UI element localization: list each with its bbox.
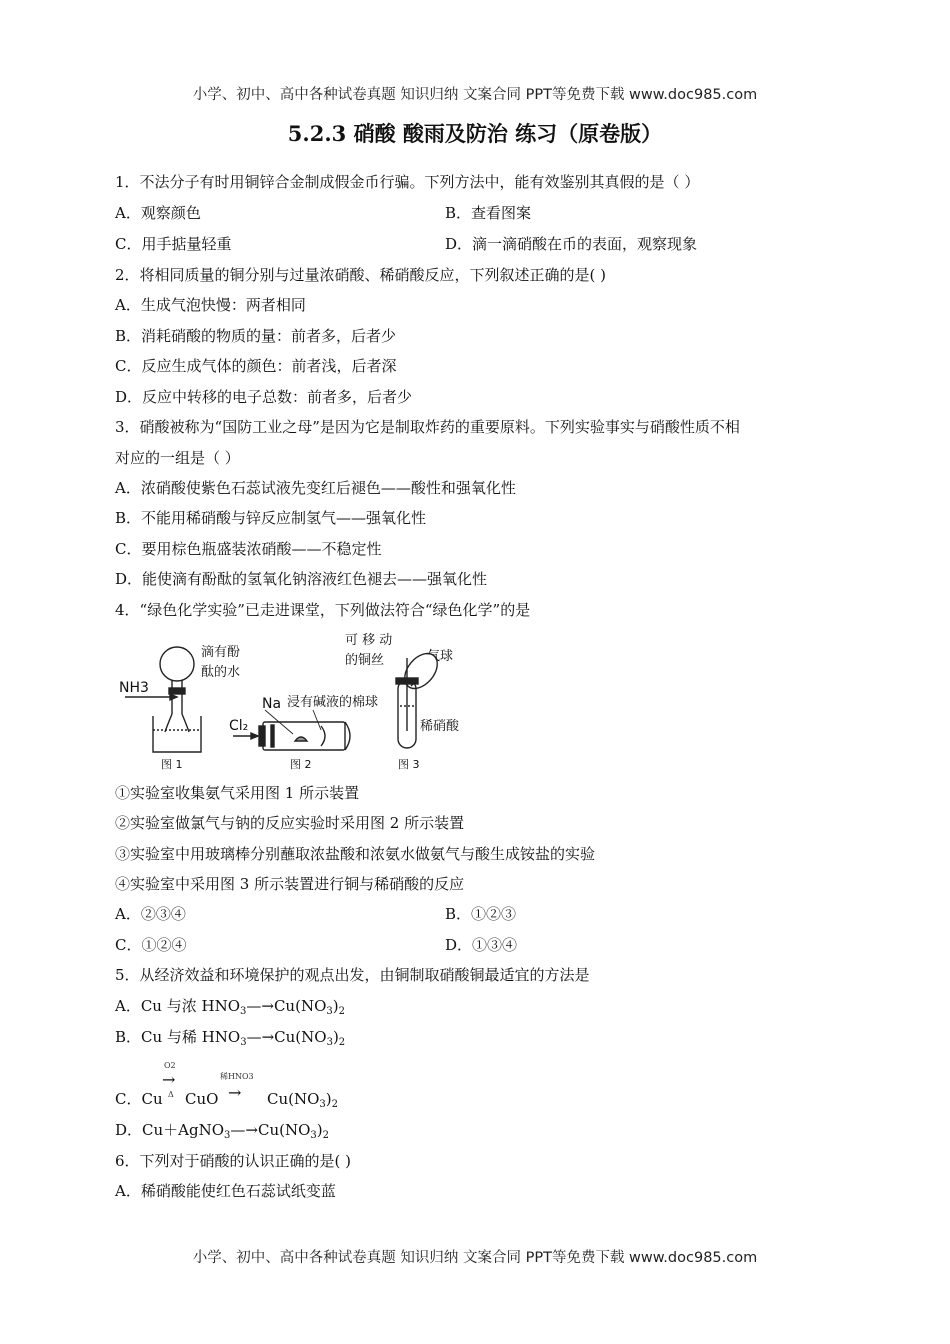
q5-option-c-cuo: CuO xyxy=(185,1090,219,1108)
fig2-caption: 图 2 xyxy=(290,758,312,771)
q4-option-c: C．①②④ xyxy=(115,936,187,954)
fig1-flask xyxy=(160,647,194,681)
q1-stem: 1．不法分子有时用铜锌合金制成假金币行骗。下列方法中，能有效鉴别其真假的是（ ） xyxy=(115,173,700,191)
q4-statement-3: ③实验室中用玻璃棒分别蘸取浓盐酸和浓氨水做氨气与酸生成铵盐的实验 xyxy=(115,845,596,863)
page-header: 小学、初中、高中各种试卷真题 知识归纳 文案合同 PPT等免费下载 www.doc985.com xyxy=(192,87,758,103)
fig3-balloon-label: 气球 xyxy=(427,649,454,664)
q2-option-a: A．生成气泡快慢：两者相同 xyxy=(115,296,306,314)
q4-apparatus-figure xyxy=(115,626,475,774)
fig2-na-label: Na xyxy=(262,696,282,712)
q1-option-b: B．查看图案 xyxy=(445,204,532,222)
q4-option-b: B．①②③ xyxy=(445,905,517,923)
q2-option-d: D．反应中转移的电子总数：前者多，后者少 xyxy=(115,388,413,406)
fig3-wire-label-1: 可 移 动 xyxy=(345,633,393,648)
fig2-cotton-label: 浸有碱液的棉球 xyxy=(287,695,379,710)
q3-option-b: B．不能用稀硝酸与锌反应制氢气——强氧化性 xyxy=(115,509,427,527)
q3-stem-line2: 对应的一组是（ ） xyxy=(115,449,240,467)
fig1-beaker xyxy=(153,716,201,752)
fig1-caption: 图 1 xyxy=(161,758,183,771)
q1-option-a: A．观察颜色 xyxy=(115,204,201,222)
q5c-o2-label: O2 xyxy=(164,1061,176,1070)
q5c-arrow-2: → xyxy=(228,1083,242,1102)
q2-stem: 2．将相同质量的铜分别与过量浓硝酸、稀硝酸反应，下列叙述正确的是( ) xyxy=(115,266,607,284)
fig3-wire-label-2: 的铜丝 xyxy=(345,653,385,668)
q5-option-d: D．$Cu+AgNO_3—\to Cu(NO_3)_2$ xyxy=(115,1121,329,1141)
fig3-acid-label: 稀硝酸 xyxy=(420,719,460,734)
q5-option-c: C．Cu xyxy=(115,1090,163,1108)
q3-option-c: C．要用棕色瓶盛装浓硝酸——不稳定性 xyxy=(115,540,382,558)
q6-option-a: A．稀硝酸能使红色石蕊试纸变蓝 xyxy=(115,1182,336,1200)
q3-stem-line1: 3．硝酸被称为“国防工业之母”是因为它是制取炸药的重要原料。下列实验事实与硝酸性质不相 xyxy=(115,418,740,436)
q5-option-b: B．Cu 与稀 $HNO_3—\to Cu(NO_3)_2$ xyxy=(115,1028,346,1048)
q4-option-d: D．①③④ xyxy=(445,936,518,954)
q4-option-a: A．②③④ xyxy=(115,905,186,923)
q1-option-d: D．滴一滴硝酸在币的表面，观察现象 xyxy=(445,235,698,253)
fig1-water-label-2: 酞的水 xyxy=(201,665,241,680)
q2-option-b: B．消耗硝酸的物质的量：前者多，后者少 xyxy=(115,327,397,345)
q5c-heat-label: Δ xyxy=(168,1090,174,1099)
q5-stem: 5．从经济效益和环境保护的观点出发，由铜制取硝酸铜最适宜的方法是 xyxy=(115,966,590,984)
q2-option-c: C．反应生成气体的颜色：前者浅，后者深 xyxy=(115,357,397,375)
q4-statement-4: ④实验室中采用图 3 所示装置进行铜与稀硝酸的反应 xyxy=(115,875,465,893)
q5c-arrow-1: → xyxy=(162,1070,176,1089)
page-title: 5.2.3 硝酸 酸雨及防治 练习（原卷版） xyxy=(287,121,663,146)
q3-option-d: D．能使滴有酚酞的氢氧化钠溶液红色褪去——强氧化性 xyxy=(115,570,488,588)
q4-statement-2: ②实验室做氯气与钠的反应实验时采用图 2 所示装置 xyxy=(115,814,465,832)
q4-stem: 4．“绿色化学实验”已走进课堂，下列做法符合“绿色化学”的是 xyxy=(115,601,531,619)
q5-option-a: A．Cu 与浓 $HNO_3—\to Cu(NO_3)_2$ xyxy=(115,997,345,1017)
q4-statement-1: ①实验室收集氨气采用图 1 所示装置 xyxy=(115,784,360,802)
fig1-gas-label: NH3 xyxy=(119,680,149,696)
q1-option-c: C．用手掂量轻重 xyxy=(115,235,232,253)
fig1-water-label-1: 滴有酚 xyxy=(201,645,241,660)
q5-option-c-product: $Cu(NO_3)_2$ xyxy=(267,1090,339,1110)
fig3-caption: 图 3 xyxy=(398,758,420,771)
fig2-gas-label: Cl₂ xyxy=(229,718,249,734)
fig2-tube xyxy=(263,722,345,750)
q3-option-a: A．浓硝酸使紫色石蕊试液先变红后褪色——酸性和强氧化性 xyxy=(115,479,516,497)
q6-stem: 6．下列对于硝酸的认识正确的是( ) xyxy=(115,1152,352,1170)
q5c-hno3-label: 稀HNO3 xyxy=(220,1072,254,1081)
page-footer: 小学、初中、高中各种试卷真题 知识归纳 文案合同 PPT等免费下载 www.doc985.com xyxy=(192,1250,758,1266)
